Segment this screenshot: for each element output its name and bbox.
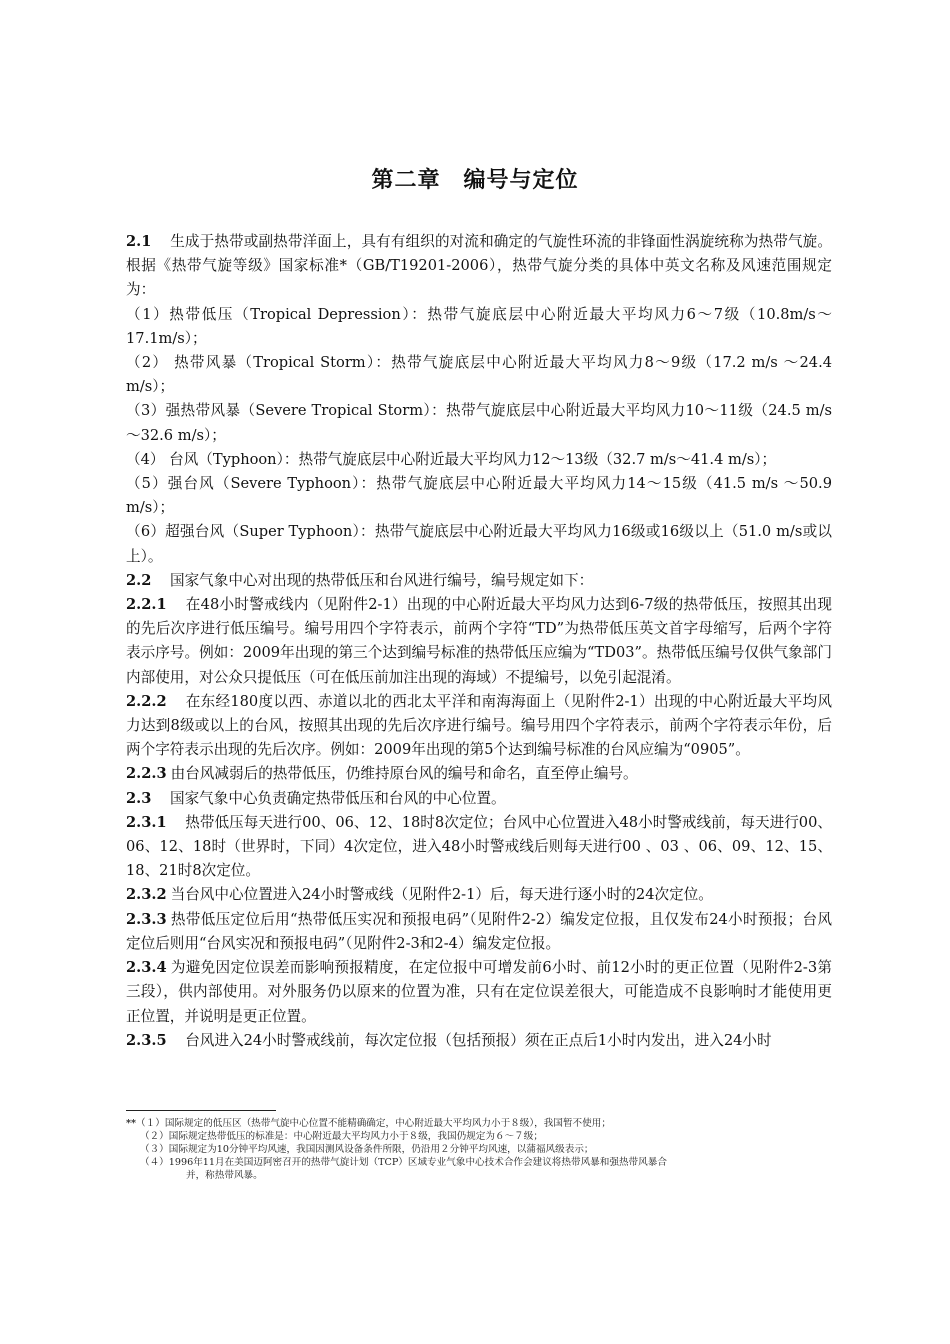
paragraph xyxy=(126,303,832,351)
paragraph-text: 为避免因定位误差而影响预报精度，在定位报中可增发前6小时、前12小时的更正位置（见附件2-3第三段），供内部使用。对外服务仍以原来的位置为准，只有在定位误差很大，可能造成不良影响时才能使用更正位置，并说明是更正位置。 xyxy=(126,959,832,1025)
paragraph xyxy=(126,811,832,884)
section-number: 2.1 xyxy=(126,233,152,250)
paragraph-text: 热带低压定位后用“热带低压实况和预报电码”（见附件2-2）编发定位报，且仅发布24小时预报；台风定位后则用“台风实况和预报电码”（见附件2-3和2-4）编发定位报。 xyxy=(126,910,832,952)
paragraph xyxy=(126,690,832,763)
paragraph xyxy=(126,230,832,303)
section-number: 2.3.2 xyxy=(126,886,167,904)
paragraph-text: 在东经180度以西、赤道以北的西北太平洋和南海海面上（见附件2-1）出现的中心附近最大平均风力达到8级或以上的台风，按照其出现的先后次序进行编号。编号用四个字符表示，前两个字符表示年份，后两个字符表示出现的先后次序。例如：2009年出现的第5个达到编号标准的台风应编为“0905”。 xyxy=(126,692,832,759)
paragraph-text: 由台风减弱后的热带低压，仍维持原台风的编号和命名，直至停止编号。 xyxy=(170,765,638,783)
paragraph-text: （4） 台风（Typhoon）：热带气旋底层中心附近最大平均风力12～13级（32.7 m/s～41.4 m/s）； xyxy=(126,450,777,468)
footnote-text: （１）国际规定的低压区（热带气旋中心位置不能精确确定，中心附近最大平均风力小于８级），我国暂不使用； xyxy=(136,1118,611,1129)
footnotes xyxy=(126,1117,832,1182)
section-number: 2.3 xyxy=(126,789,152,807)
paragraph-text: （3）强热带风暴（Severe Tropical Storm）：热带气旋底层中心附近最大平均风力10～11级（24.5 m/s～32.6 m/s）； xyxy=(126,402,832,444)
paragraph-text: 国家气象中心负责确定热带低压和台风的中心位置。 xyxy=(155,789,506,807)
body-text xyxy=(126,230,832,1053)
section-number: 2.2.1 xyxy=(126,596,167,614)
section-number: 2.3.4 xyxy=(126,959,167,977)
footnote-text: （４）1996年11月在美国迈阿密召开的热带气旋计划（TCP）区域专业气象中心技术合作会建议将热带风暴和强热带风暴合 xyxy=(140,1157,667,1168)
footnote-text: （３）国际规定为10分钟平均风速，我国因测风设备条件所限，仍沿用２分钟平均风速，以蒲福风级表示； xyxy=(140,1144,594,1155)
paragraph-text: （1）热带低压（Tropical Depression）：热带气旋底层中心附近最大平均风力6～7级（10.8m/s～17.1m/s）； xyxy=(126,305,832,347)
footnote-item xyxy=(126,1156,832,1182)
paragraph-text: 生成于热带或副热带洋面上，具有有组织的对流和确定的气旋性环流的非锋面性涡旋统称为热带气旋。根据《热带气旋等级》国家标准*（GB/T19201-2006），热带气旋分类的具体中英文名称及风速范围规定为： xyxy=(126,233,832,299)
paragraph xyxy=(126,399,832,447)
paragraph xyxy=(126,908,832,956)
footnote-item xyxy=(126,1130,832,1143)
footnote-text: （２）国际规定热带低压的标准是：中心附近最大平均风力小于８级，我国仍规定为６～７级； xyxy=(140,1131,543,1142)
paragraph xyxy=(126,351,832,399)
paragraph-text: （2） 热带风暴（Tropical Storm）：热带气旋底层中心附近最大平均风力8～9级（17.2 m/s ～24.4 m/s）； xyxy=(126,354,832,396)
paragraph-text: （5）强台风（Severe Typhoon）：热带气旋底层中心附近最大平均风力14～15级（41.5 m/s ～50.9 m/s）； xyxy=(126,475,832,517)
section-number: 2.2.2 xyxy=(126,692,167,710)
footnote-item xyxy=(126,1143,832,1156)
section-number: 2.3.5 xyxy=(126,1031,167,1049)
paragraph-text: 热带低压每天进行00、06、12、18时8次定位；台风中心位置进入48小时警戒线前，每天进行00、06、12、18时（世界时，下同）4次定位，进入48小时警戒线后则每天进行00 、03 、06、09、12、15、18、21时8次定位。 xyxy=(126,813,832,880)
section-number: 2.3.3 xyxy=(126,910,167,928)
footnote-divider xyxy=(126,1110,276,1111)
paragraph xyxy=(126,762,832,786)
paragraph xyxy=(126,787,832,811)
chapter-title: 第二章 编号与定位 xyxy=(371,168,579,193)
footnote-marker: ** xyxy=(126,1118,137,1129)
paragraph xyxy=(126,593,832,690)
paragraph xyxy=(126,520,832,568)
paragraph-text: 在48小时警戒线内（见附件2-1）出现的中心附近最大平均风力达到6-7级的热带低压，按照其出现的先后次序进行低压编号。编号用四个字符表示，前两个字符“TD”为热带低压英文首字母缩写，后两个字符表示序号。例如：2009年出现的第三个达到编号标准的热带低压应编为“TD03”。热带低压编号仅供气象部门内部使用，对公众只提低压（可在低压前加注出现的海域）不提编号，以免引起混淆。 xyxy=(126,596,832,686)
paragraph-text: 台风进入24小时警戒线前，每次定位报（包括预报）须在正点后1小时内发出，进入24小时 xyxy=(170,1031,772,1049)
paragraph-text: 当台风中心位置进入24小时警戒线（见附件2-1）后，每天进行逐小时的24次定位。 xyxy=(170,886,713,904)
section-number: 2.3.1 xyxy=(126,813,167,831)
paragraph xyxy=(126,956,832,1029)
section-number: 2.2.3 xyxy=(126,765,167,783)
paragraph xyxy=(126,448,832,472)
footnote-continuation: 并，称热带风暴。 xyxy=(186,1170,263,1181)
paragraph xyxy=(126,883,832,907)
paragraph xyxy=(126,472,832,520)
section-number: 2.2 xyxy=(126,571,152,589)
paragraph xyxy=(126,569,832,593)
paragraph-text: 国家气象中心对出现的热带低压和台风进行编号，编号规定如下： xyxy=(155,571,594,589)
footnote-item xyxy=(126,1117,832,1130)
paragraph xyxy=(126,1029,832,1053)
paragraph-text: （6）超强台风（Super Typhoon）：热带气旋底层中心附近最大平均风力16级或16级以上（51.0 m/s或以上）。 xyxy=(126,523,832,565)
